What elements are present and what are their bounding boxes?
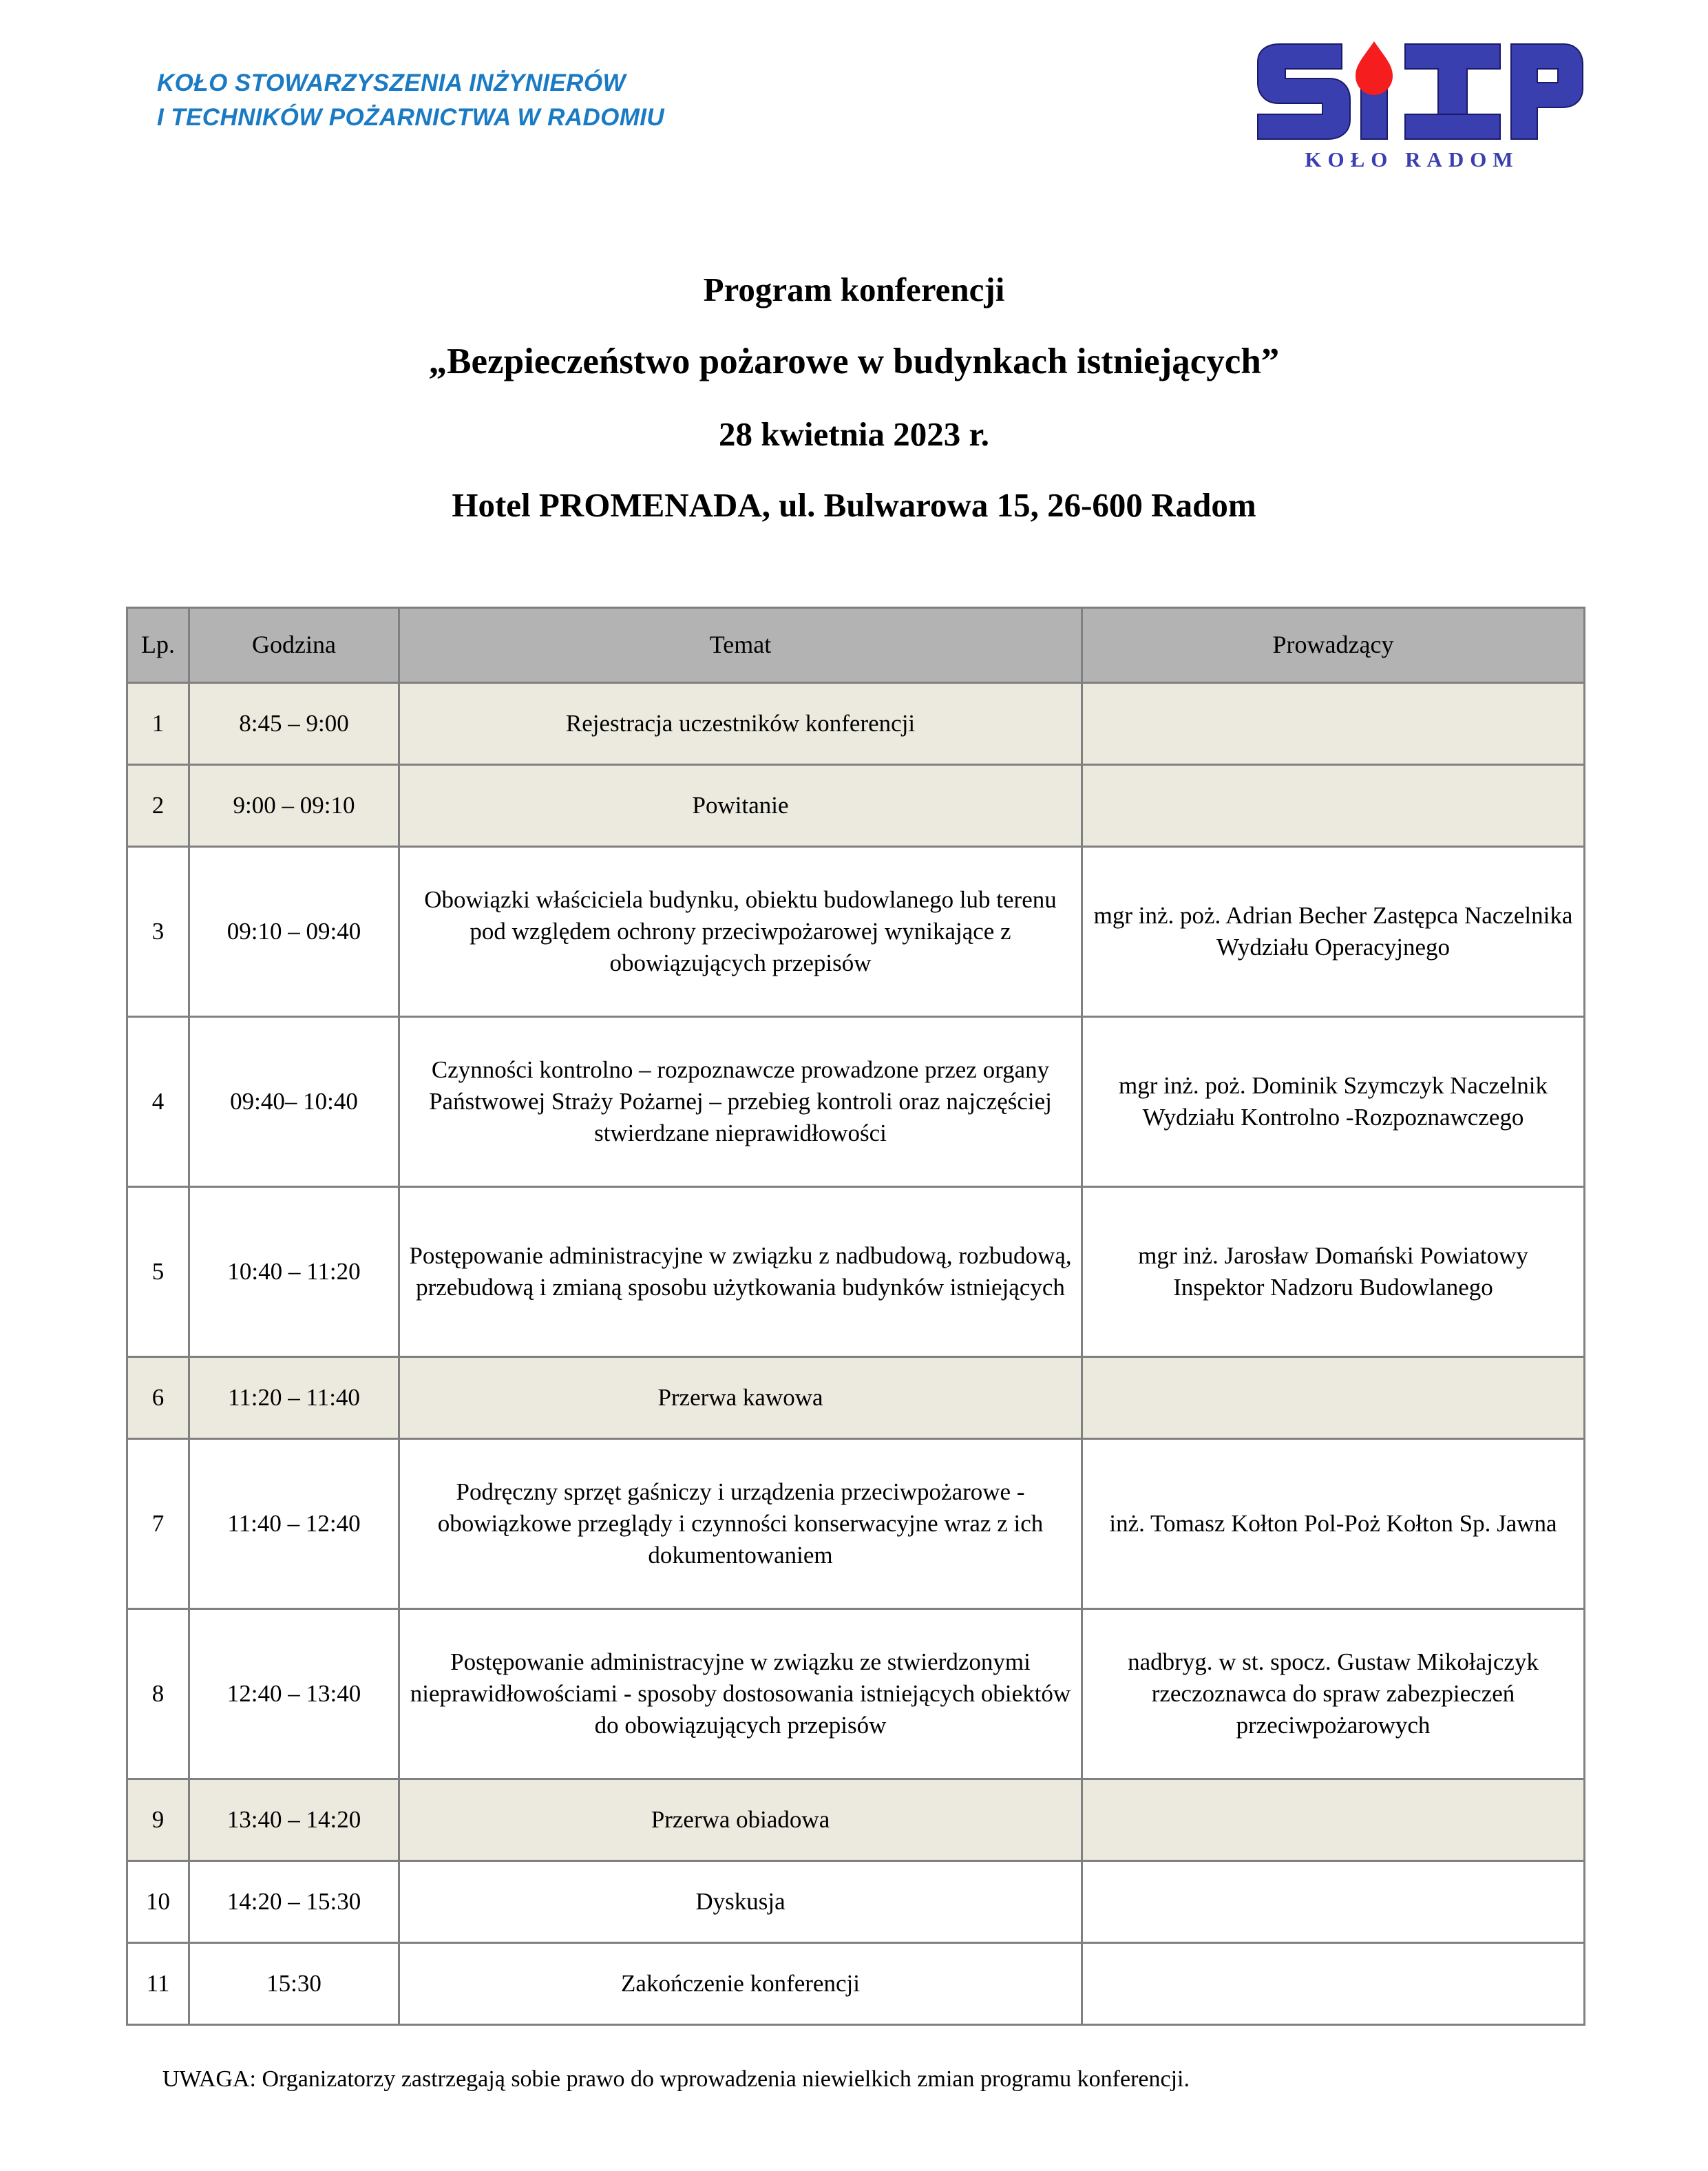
row-number-cell: 8 [127,1609,189,1779]
row-topic-cell: Powitanie [399,765,1082,847]
table-row [127,1943,1585,2025]
row-speaker-cell: nadbryg. w st. spocz. Gustaw Mikołajczyk rzeczoznawca do spraw zabezpieczeń przeciwpożarowych [1082,1609,1585,1779]
row-time-cell: 14:20 – 15:30 [189,1861,399,1943]
table-row [127,1187,1585,1357]
row-time-cell: 8:45 – 9:00 [189,683,399,765]
row-topic-cell: Zakończenie konferencji [399,1943,1082,2025]
column-header-lp: Lp. [127,608,189,683]
table-row [127,1017,1585,1187]
organization-name-line-2: I TECHNIKÓW POŻARNICTWA W RADOMIU [157,103,665,131]
table-header-row [127,608,1585,683]
conference-date: 28 kwietnia 2023 r. [719,415,989,453]
row-number-cell: 7 [127,1439,189,1609]
conference-title-line-1: Program konferencji [703,271,1005,308]
row-speaker-cell [1082,1779,1585,1861]
row-number-cell: 2 [127,765,189,847]
row-number-cell: 11 [127,1943,189,2025]
row-speaker-cell [1082,1861,1585,1943]
row-speaker-cell: mgr inż. Jarosław Domański Powiatowy Inspektor Nadzoru Budowlanego [1082,1187,1585,1357]
conference-venue: Hotel PROMENADA, ul. Bulwarowa 15, 26-600 Radom [452,486,1256,524]
organization-name-line-1: KOŁO STOWARZYSZENIA INŻYNIERÓW [157,70,626,96]
row-topic-cell: Obowiązki właściciela budynku, obiektu budowlanego lub terenu pod względem ochrony przeciwpożarowej wynikające z obowiązujących przepisów [399,847,1082,1017]
row-number-cell: 3 [127,847,189,1017]
row-speaker-cell: inż. Tomasz Kołton Pol-Poż Kołton Sp. Jawna [1082,1439,1585,1609]
row-time-cell: 15:30 [189,1943,399,2025]
row-number-cell: 9 [127,1779,189,1861]
row-number-cell: 10 [127,1861,189,1943]
row-topic-cell: Czynności kontrolno – rozpoznawcze prowadzone przez organy Państwowej Straży Pożarnej – przebieg kontroli oraz najczęściej stwierdzane nieprawidłowości [399,1017,1082,1187]
column-header-prowadzacy: Prowadzący [1082,608,1585,683]
row-time-cell: 13:40 – 14:20 [189,1779,399,1861]
table-row [127,683,1585,765]
table-row [127,1779,1585,1861]
row-time-cell: 9:00 – 09:10 [189,765,399,847]
organization-name [157,66,664,134]
sitp-wordmark-icon [1240,36,1584,146]
column-header-godzina: Godzina [189,608,399,683]
page-header [0,0,1708,207]
row-topic-cell: Przerwa kawowa [399,1357,1082,1439]
row-speaker-cell [1082,683,1585,765]
row-time-cell: 11:40 – 12:40 [189,1439,399,1609]
table-row [127,1861,1585,1943]
row-topic-cell: Przerwa obiadowa [399,1779,1082,1861]
row-speaker-cell: mgr inż. poż. Adrian Becher Zastępca Naczelnika Wydziału Operacyjnego [1082,847,1585,1017]
row-speaker-cell [1082,765,1585,847]
column-header-temat: Temat [399,608,1082,683]
row-topic-cell: Rejestracja uczestników konferencji [399,683,1082,765]
row-time-cell: 09:40– 10:40 [189,1017,399,1187]
row-time-cell: 12:40 – 13:40 [189,1609,399,1779]
program-table-head [127,608,1585,683]
row-speaker-cell: mgr inż. poż. Dominik Szymczyk Naczelnik Wydziału Kontrolno -Rozpoznawczego [1082,1017,1585,1187]
row-time-cell: 09:10 – 09:40 [189,847,399,1017]
program-table-wrapper [0,607,1708,2026]
title-block [0,273,1708,522]
table-row [127,1439,1585,1609]
row-topic-cell: Postępowanie administracyjne w związku z nadbudową, rozbudową, przebudową i zmianą sposobu użytkowania budynków istniejących [399,1187,1082,1357]
row-topic-cell: Dyskusja [399,1861,1082,1943]
table-row [127,765,1585,847]
sitp-logo [1240,36,1584,180]
row-number-cell: 4 [127,1017,189,1187]
program-table-body [127,683,1585,2025]
row-number-cell: 6 [127,1357,189,1439]
row-number-cell: 5 [127,1187,189,1357]
footnote: UWAGA: Organizatorzy zastrzegają sobie prawo do wprowadzenia niewielkich zmian programu konferencji. [162,2066,1190,2092]
row-topic-cell: Podręczny sprzęt gaśniczy i urządzenia przeciwpożarowe - obowiązkowe przeglądy i czynności konserwacyjne wraz z ich dokumentowaniem [399,1439,1082,1609]
row-number-cell: 1 [127,683,189,765]
table-row [127,1357,1585,1439]
row-topic-cell: Postępowanie administracyjne w związku ze stwierdzonymi nieprawidłowościami - sposoby dostosowania istniejących obiektów do obowiązujących przepisów [399,1609,1082,1779]
sitp-logo-caption: KOŁO RADOM [1305,147,1519,171]
row-speaker-cell [1082,1357,1585,1439]
row-time-cell: 11:20 – 11:40 [189,1357,399,1439]
row-speaker-cell [1082,1943,1585,2025]
conference-title-line-2: „Bezpieczeństwo pożarowe w budynkach istniejących” [428,342,1280,381]
row-time-cell: 10:40 – 11:20 [189,1187,399,1357]
table-row [127,847,1585,1017]
program-table [126,607,1585,2026]
table-row [127,1609,1585,1779]
